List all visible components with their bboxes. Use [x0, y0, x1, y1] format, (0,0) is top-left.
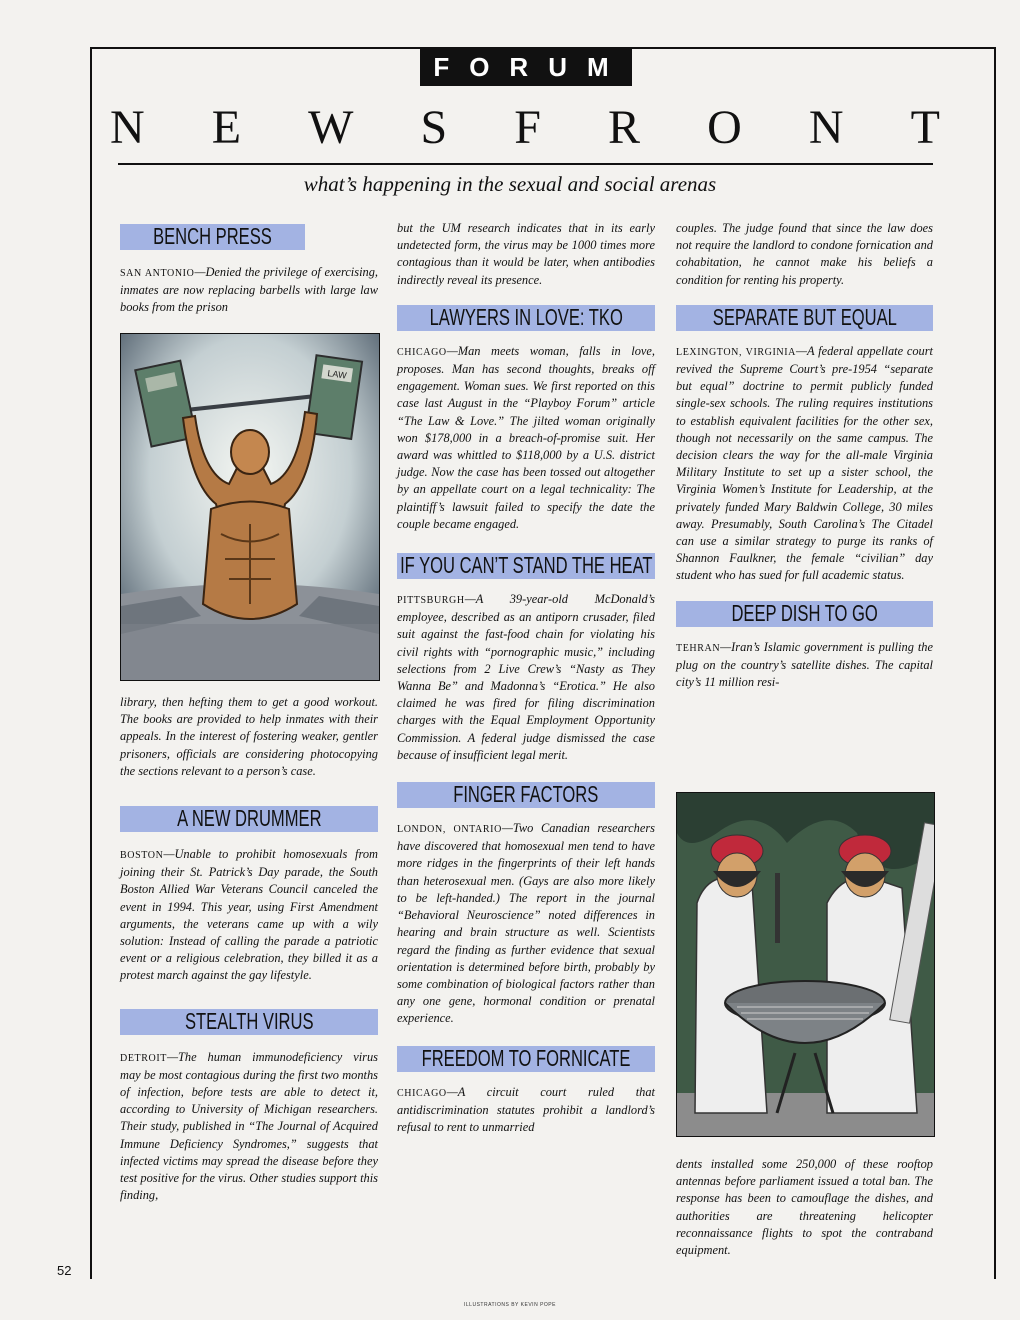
headline: IF YOU CAN’T STAND THE HEAT	[399, 553, 653, 579]
headline-bar	[397, 1046, 655, 1072]
dateline: BOSTON	[120, 850, 164, 862]
tagline: what’s happening in the sexual and social arenas	[303, 172, 717, 196]
headline-bar	[120, 806, 378, 832]
title-letter: N	[808, 101, 844, 154]
article-body	[120, 846, 378, 985]
article-text: —Unable to prohibit homosexuals from joining their St. Patrick’s Day parade, the South Boston Allied War Veterans Council canceled the event in 1994. This year, using First Amendment arguments, the veterans came up with a wily solution: Instead of calling the parade a patriotic event or a religious celebration, they billed it as a protest march against the gay lifestyle.	[120, 847, 378, 983]
headline-bar	[676, 601, 933, 627]
column-1b	[120, 694, 378, 1204]
satellite-dish-illustration	[676, 792, 935, 1137]
article-body	[397, 820, 655, 1027]
column-2	[397, 220, 655, 1136]
article-text: —Denied the privilege of exercising, inmates are now replacing barbells with large law books from the prison	[120, 265, 379, 315]
article-body	[397, 591, 655, 764]
dateline: CHICAGO	[397, 1087, 447, 1099]
article-text: —Man meets woman, falls in love, proposes. Man has second thoughts, breaks off engagement. Woman sues. We first reported on this case last August in the “Playboy Forum” article “The Law & Love.” The jilted woman originally won $178,000 in a breach-of-promise suit. Her award was whittled to $118,000 by a U.S. district judge. Now the case has been tossed out altogether by an appellate court on a legal technicality: The plaintiff’s lawsuit failed to specify the date the couple became engaged.	[397, 343, 655, 531]
headline: BENCH PRESS	[153, 224, 272, 250]
title-letter: N	[110, 101, 145, 154]
column-1	[120, 224, 378, 317]
title-letter: R	[608, 101, 641, 154]
headline: SEPARATE BUT EQUAL	[712, 304, 897, 331]
article-text: library, then hefting them to get a good workout. The books are provided to help inmates with their appeals. In the interest of fostering weaker, gentler prisoners, officials are considering photocopying the sections relevant to a person’s case.	[120, 695, 378, 778]
headline-bar	[120, 224, 305, 250]
article-body	[676, 639, 933, 692]
dateline: CHICAGO	[397, 346, 447, 358]
column-3b	[676, 1156, 933, 1259]
article-body	[397, 1084, 655, 1137]
article-text: —A federal appellate court revived the Supreme Court’s pre-1954 “separate but equal” doctrine to permit publicly funded single-sex schools. The ruling requires institutions to establish equivalent facilities for the other sex, though not necessarily on the same campus. The decision clears the way for the all-male Virginia Military Institute to set up a sister school, the Virginia Women’s Institute for Leadership, at the privately funded Mary Baldwin College, 30 miles away. Presumably, South Carolina’s The Citadel can use a similar strategy to purge its ranks of Shannon Faulkner, the female “civilian” day student who has sued for full academic status.	[676, 343, 933, 583]
title-letter: W	[308, 101, 354, 154]
article-text: —A 39-year-old McDonald’s employee, described as an antiporn crusader, filed suit against the fast-food chain for violating his civil rights with “pornographic music,” including selections from 2 Live Crew’s “Nasty as They Wanna Be” and Madonna’s “Erotica.” He also claimed he was fired for filing discrimination charges with the Equal Employment Opportunity Commission. A federal judge dismissed the case because of insufficient legal merit.	[397, 592, 655, 762]
column-3	[676, 220, 933, 691]
title-rule	[118, 163, 933, 165]
article-text: but the UM research indicates that in its early undetected form, the virus may be 1000 times more contagious than it would be later, when antibodies indirectly reveal its presence.	[397, 221, 655, 287]
book-label: LAW	[326, 368, 348, 381]
article-body	[397, 343, 655, 533]
title-letter: F	[514, 101, 541, 154]
dateline: PITTSBURGH	[397, 595, 465, 607]
article-body	[120, 1049, 378, 1205]
headline: STEALTH VIRUS	[184, 1008, 314, 1035]
title-letter: O	[707, 101, 742, 154]
article-text: —The human immunodeficiency virus may be most contagious during the first two months of infection, before tests are able to detect it, according to University of Michigan researchers. Their study, published in “The Journal of Acquired Immune Deficiency Syndromes,” suggests that infected victims may spread the disease before they test positive for the virus. Other studies support this finding,	[120, 1049, 378, 1203]
title-letter: E	[211, 101, 242, 154]
headline-bar	[120, 1009, 378, 1035]
title-letter: T	[910, 101, 940, 154]
headline: DEEP DISH TO GO	[731, 600, 878, 627]
headline-bar	[397, 305, 655, 331]
page-number: 52	[57, 1263, 72, 1278]
article-text: —Iran’s Islamic government is pulling the plug on the country’s satellite dishes. The capital city’s 11 million resi-	[676, 639, 933, 690]
article-text: —A circuit court ruled that antidiscrimination statutes prohibit a landlord’s refusal to rent to unmarried	[397, 1084, 655, 1134]
headline: A NEW DRUMMER	[176, 806, 322, 832]
illustration-credit: ILLUSTRATIONS BY KEVIN POPE	[464, 1302, 556, 1308]
article-body	[676, 343, 933, 585]
dateline: SAN ANTONIO	[120, 268, 195, 279]
headline: FINGER FACTORS	[453, 782, 599, 808]
headline: FREEDOM TO FORNICATE	[421, 1045, 631, 1071]
dateline: LONDON, ONTARIO	[397, 824, 502, 836]
section-label: FORUM	[420, 48, 632, 86]
page-title	[110, 100, 940, 155]
dateline: DETROIT	[120, 1052, 167, 1064]
article-body	[120, 264, 378, 317]
dateline: TEHRAN	[676, 642, 721, 654]
title-letter: S	[420, 101, 448, 154]
article-text: dents installed some 250,000 of these rooftop antennas before parliament issued a total ban. The response has been to camouflage the dishes, and authorities are threatening helicopter reconnaissance flights to spot the contraband equipment.	[676, 1157, 933, 1258]
headline-bar	[397, 782, 655, 808]
headline: LAWYERS IN LOVE: TKO	[429, 304, 623, 331]
headline-bar	[676, 305, 933, 331]
article-text: couples. The judge found that since the law does not require the landlord to condone fornication and cohabitation, he cannot make his beliefs a condition for renting his property.	[676, 221, 933, 287]
weightlifter-illustration	[120, 333, 380, 681]
dateline: LEXINGTON, VIRGINIA	[676, 346, 797, 358]
headline-bar	[397, 553, 655, 579]
article-text: —Two Canadian researchers have discovered that homosexual men tend to have more ridges in the fingerprints of their left hands than heterosexual men. (Gays are also more likely to be left-handed.) The report in the journal “Behavioral Neuroscience” noted differences in hearing and brain structure as well. Scientists regard the finding as further evidence that sexual orientation is determined before birth, probably by some combination of biological factors rather than any one gene, hormonal condition or prenatal experience.	[397, 821, 655, 1026]
